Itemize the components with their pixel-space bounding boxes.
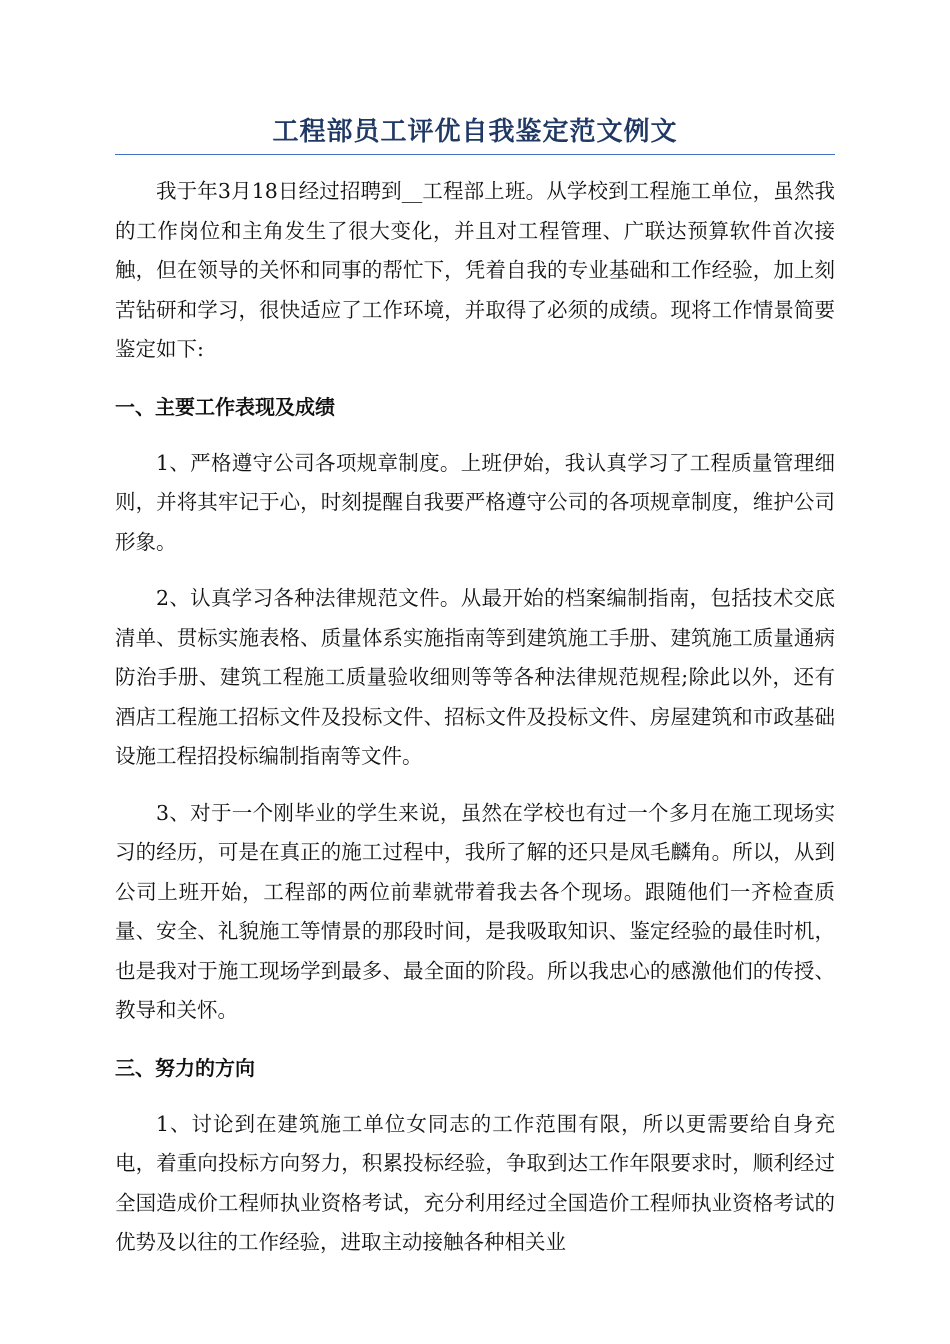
paragraph-item-1: 1、严格遵守公司各项规章制度。上班伊始，我认真学习了工程质量管理细则，并将其牢记于心，时刻提醒自我要严格遵守公司的各项规章制度，维护公司形象。 bbox=[115, 450, 835, 554]
paragraph-item-3: 3、对于一个刚毕业的学生来说，虽然在学校也有过一个多月在施工现场实习的经历，可是在真正的施工过程中，我所了解的还只是凤毛麟角。所以，从到公司上班开始，工程部的两位前辈就带着我去各个现场。跟随他们一齐检查质量、安全、礼貌施工等情景的那段时间，是我吸取知识、鉴定经验的最佳时机，也是我对于施工现场学到最多、最全面的阶段。所以我忠心的感激他们的传授、教导和关怀。 bbox=[115, 800, 835, 1022]
document-body bbox=[115, 172, 835, 1280]
title-underline bbox=[115, 154, 835, 155]
section-heading-direction: 三、努力的方向 bbox=[115, 1055, 255, 1080]
document-title: 工程部员工评优自我鉴定范文例文 bbox=[272, 117, 678, 147]
section-heading-main-performance: 一、主要工作表现及成绩 bbox=[115, 394, 335, 419]
intro-paragraph: 我于年3月18日经过招聘到__工程部上班。从学校到工程施工单位，虽然我的工作岗位和主角发生了很大变化，并且对工程管理、广联达预算软件首次接触，但在领导的关怀和同事的帮忙下，凭着自我的专业基础和工作经验，加上刻苦钻研和学习，很快适应了工作环境，并取得了必须的成绩。现将工作情景简要鉴定如下: bbox=[115, 179, 835, 361]
paragraph-direction-1: 1、讨论到在建筑施工单位女同志的工作范围有限，所以更需要给自身充电，着重向投标方向努力，积累投标经验，争取到达工作年限要求时，顺利经过全国造成价工程师执业资格考试，充分利用经过全国造价工程师执业资格考试的优势及以往的工作经验，进取主动接触各种相关业 bbox=[115, 1111, 835, 1254]
paragraph-item-2: 2、认真学习各种法律规范文件。从最开始的档案编制指南，包括技术交底清单、贯标实施表格、质量体系实施指南等到建筑施工手册、建筑施工质量通病防治手册、建筑工程施工质量验收细则等等各种法律规范规程;除此以外，还有酒店工程施工招标文件及投标文件、招标文件及投标文件、房屋建筑和市政基础设施工程招投标编制指南等文件。 bbox=[115, 586, 835, 768]
